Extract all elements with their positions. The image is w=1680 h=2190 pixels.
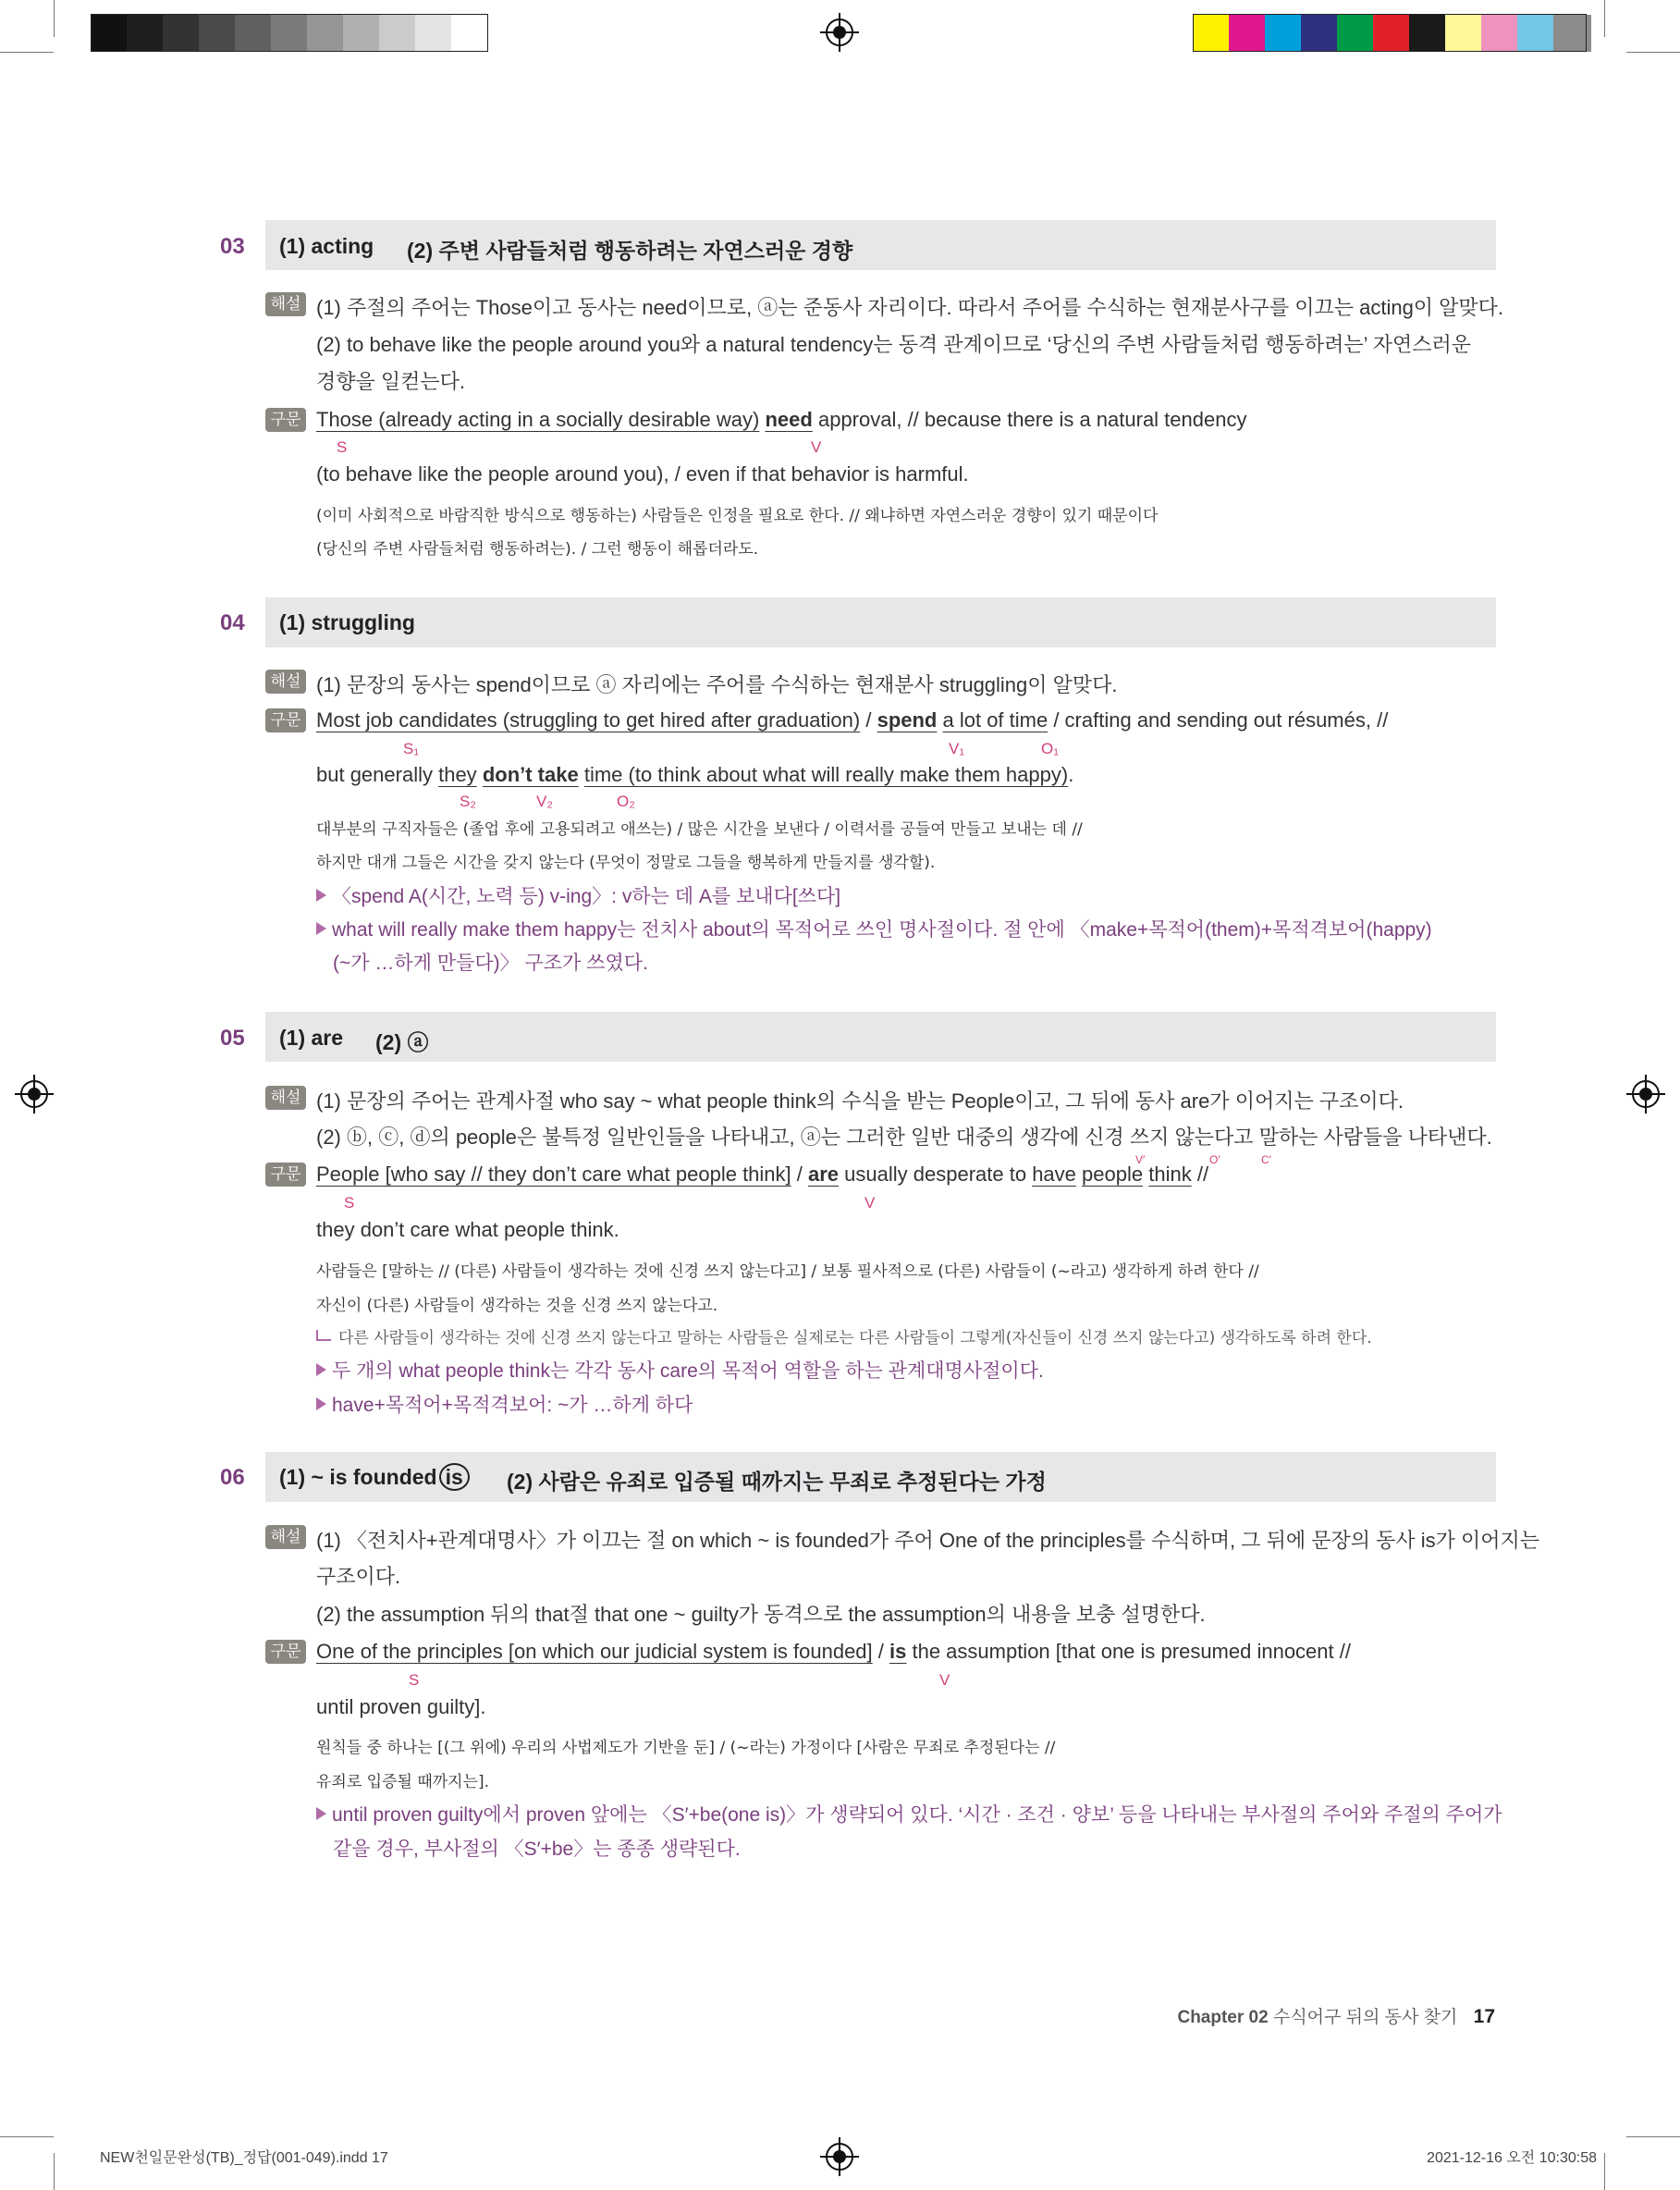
answer-1: (1) acting [279, 234, 374, 258]
subject-phrase: Most job candidates (struggling to get hired after graduation) [316, 708, 861, 732]
structure-line [316, 408, 1246, 432]
triangle-bullet-icon [316, 1397, 326, 1410]
structure-line: they don’t care what people think. [316, 1218, 619, 1241]
rest-text: / crafting and sending out résumés, // [1048, 708, 1389, 732]
verb-word: are [808, 1163, 840, 1186]
translation-line: 사람들은 [말하는 // (다른) 사람들이 생각하는 것에 신경 쓰지 않는다고] / 보통 필사적으로 (다른) 사람들이 (~라고) 생각하게 하려 한다 // [316, 1262, 1259, 1281]
crop-mark [54, 2153, 55, 2190]
color-frame [1193, 14, 1587, 52]
answer-2: (2) ⓐ [375, 1030, 429, 1054]
answer-1 [279, 1463, 470, 1491]
label-subject: S [409, 1671, 420, 1689]
verb-word: spend [877, 708, 938, 732]
haeseol-badge: 해설 [265, 670, 306, 694]
object-phrase: time (to think about what will really make them happy) [583, 763, 1069, 786]
grayscale-frame [91, 14, 488, 52]
page-number: 17 [1473, 2006, 1495, 2027]
answer-bar [265, 1012, 1496, 1062]
explanation-line: (1) 문장의 동사는 spend이므로 ⓐ 자리에는 주어를 수식하는 현재분사 struggling이 알맞다. [316, 673, 1118, 696]
label-v1: V₁ [949, 740, 965, 757]
note-text: what will really make them happy는 전치사 about의 목적어로 쓰인 명사절이다. 절 안에 〈make+목적어(them)+목적격보어(happy) [332, 919, 1432, 941]
translation-line: 원칙들 중 하나는 [(그 위에) 우리의 사법제도가 기반을 둔] / (~라는) 가정이다 [사람은 무죄로 추정된다는 // [316, 1739, 1056, 1757]
crop-mark [0, 2136, 54, 2137]
label-v2: V₂ [536, 793, 553, 810]
rest-text: approval, // because there is a natural tendency [817, 408, 1247, 431]
haeseol-badge: 해설 [265, 292, 306, 316]
gumun-badge: 구문 [265, 1640, 306, 1664]
curved-arrow-icon [316, 1330, 331, 1341]
slug-filename: NEW천일문완성(TB)_정답(001-049).indd 17 [100, 2150, 388, 2166]
circled-correction: is [439, 1463, 470, 1491]
triangle-bullet-icon [316, 889, 326, 902]
label-c-prime: C′ [1261, 1153, 1271, 1166]
note-continuation: 같을 경우, 부사절의 〈S′+be〉는 종종 생략된다. [333, 1839, 741, 1860]
gumun-badge: 구문 [265, 1163, 306, 1187]
translation-line: 대부분의 구직자들은 (졸업 후에 고용되려고 애쓰는) / 많은 시간을 보낸다 / 이력서를 공들여 만들고 보내는 데 // [316, 820, 1083, 839]
answer-1-text: (1) ~ is founded [279, 1465, 437, 1489]
note-text: 두 개의 what people think는 각각 동사 care의 목적어 역할을 하는 관계대명사절이다. [332, 1360, 1044, 1382]
verb-word: need [765, 408, 813, 431]
label-verb: V [865, 1194, 876, 1212]
explanation-line: 경향을 일컫는다. [316, 370, 465, 393]
end-text: // [1191, 1163, 1209, 1186]
slug-date: 2021-12-16 오전 10:30:58 [1427, 2150, 1597, 2166]
note-text: have+목적어+목적격보어: ~가 …하게 하다 [332, 1395, 693, 1416]
structure-line [316, 1163, 1208, 1187]
note-text: until proven guilty에서 proven 앞에는 〈S′+be(one is)〉가 생략되어 있다. ‘시간 · 조건 · 양보’ 등을 나타내는 부사절의 주어와 주절의 주어가 [332, 1804, 1502, 1826]
separator: / [872, 1640, 889, 1663]
label-s2: S₂ [460, 793, 476, 810]
label-o1: O₁ [1041, 740, 1059, 757]
label-verb: V [811, 438, 822, 456]
registration-mark-icon [826, 18, 853, 46]
note-line [316, 1800, 1502, 1827]
crop-mark [1626, 52, 1680, 53]
note-line [316, 1390, 693, 1418]
gumun-badge: 구문 [265, 708, 306, 732]
explanation-line: (2) the assumption 뒤의 that절 that one ~ guilty가 동격으로 the assumption의 내용을 보충 설명한다. [316, 1603, 1206, 1626]
object-phrase: a lot of time [942, 708, 1048, 732]
haeseol-badge: 해설 [265, 1086, 306, 1110]
separator: / [791, 1163, 808, 1186]
running-footer [1177, 2003, 1495, 2028]
translation-line: 유죄로 입증될 때까지는]. [316, 1773, 490, 1791]
paraphrase-text: 다른 사람들이 생각하는 것에 신경 쓰지 않는다고 말하는 사람들은 실제로는 다른 사람들이 그렇게(자신들이 신경 쓰지 않는다고) 생각하도록 하려 한다. [338, 1329, 1372, 1347]
gumun-badge: 구문 [265, 408, 306, 432]
registration-mark-icon [826, 2143, 853, 2171]
crop-mark [1626, 2136, 1680, 2137]
chapter-title: 수식어구 뒤의 동사 찾기 [1272, 2008, 1458, 2027]
note-text: 〈spend A(시간, 노력 등) v-ing〉: v하는 데 A를 보내다[쓰다] [332, 886, 841, 907]
registration-mark-icon [1632, 1080, 1660, 1108]
label-s1: S₁ [403, 740, 420, 757]
label-o-prime: O′ [1209, 1153, 1220, 1166]
answer-2: (2) 사람은 유죄로 입증될 때까지는 무죄로 추정된다는 가정 [507, 1470, 1047, 1494]
triangle-bullet-icon [316, 1363, 326, 1376]
note-line [316, 881, 840, 909]
label-subject: S [344, 1194, 355, 1212]
crop-mark [1604, 2153, 1605, 2190]
chapter-label: Chapter 02 [1177, 2008, 1269, 2027]
have-word: have [1032, 1163, 1076, 1186]
question-number: 06 [220, 1465, 245, 1490]
verb-word: is [889, 1640, 907, 1663]
subject-phrase: One of the principles [on which our judicial system is founded] [316, 1640, 873, 1663]
haeseol-badge: 해설 [265, 1525, 306, 1549]
separator: / [860, 708, 877, 732]
note-line [316, 915, 1432, 942]
explanation-line: (2) ⓑ, ⓒ, ⓓ의 people은 불특정 일반인들을 나타내고, ⓐ는 그러한 일반 대중의 생각에 신경 쓰지 않는다고 말하는 사람들을 나타낸다. [316, 1126, 1492, 1149]
structure-line [316, 763, 1073, 787]
explanation-line: 구조이다. [316, 1565, 401, 1588]
pre-text: but generally [316, 763, 439, 786]
translation-line: (이미 사회적으로 바람직한 방식으로 행동하는) 사람들은 인정을 필요로 한다. // 왜냐하면 자연스러운 경향이 있기 때문이다 [316, 507, 1159, 525]
question-number: 03 [220, 234, 245, 259]
question-number: 04 [220, 610, 245, 635]
subject-phrase: Those (already acting in a socially desirable way) [316, 408, 760, 431]
rest-text: the assumption [that one is presumed innocent // [906, 1640, 1351, 1663]
explanation-line: (1) 문장의 주어는 관계사절 who say ~ what people think의 수식을 받는 People이고, 그 뒤에 동사 are가 이어지는 구조이다. [316, 1089, 1404, 1113]
answer-2: (2) 주변 사람들처럼 행동하려는 자연스러운 경향 [407, 239, 853, 263]
paraphrase-line [316, 1324, 1372, 1347]
explanation-line: (2) to behave like the people around you와 a natural tendency는 동격 관계이므로 ‘당신의 주변 사람들처럼 행동하려는’ 자연스러운 [316, 333, 1472, 356]
structure-line [316, 1640, 1351, 1664]
note-line [316, 1356, 1044, 1384]
explanation-line: (1) 〈전치사+관계대명사〉가 이끄는 절 on which ~ is founded가 주어 One of the principles를 수식하며, 그 뒤에 문장의 동사 is가 이어지는 [316, 1529, 1539, 1552]
translation-line: 하지만 대개 그들은 시간을 갖지 않는다 (무엇이 정말로 그들을 행복하게 만들지를 생각할). [316, 854, 936, 872]
crop-mark [1604, 0, 1605, 37]
think-word: think [1148, 1163, 1192, 1186]
subject-phrase: People [who say // they don’t care what people think] [316, 1163, 791, 1186]
crop-mark [0, 52, 54, 53]
label-o2: O₂ [617, 793, 635, 810]
people-word: people [1082, 1163, 1144, 1186]
mid-text: usually desperate to [839, 1163, 1033, 1186]
answer-1: (1) are [279, 1026, 344, 1050]
translation-line: 자신이 (다른) 사람들이 생각하는 것을 신경 쓰지 않는다고. [316, 1297, 718, 1315]
verb-phrase: don’t take [482, 763, 579, 786]
crop-mark [54, 0, 55, 37]
triangle-bullet-icon [316, 1807, 326, 1820]
question-number: 05 [220, 1026, 245, 1051]
structure-line: until proven guilty]. [316, 1695, 486, 1718]
structure-line [316, 708, 1388, 732]
structure-line: (to behave like the people around you), / even if that behavior is harmful. [316, 462, 969, 486]
registration-mark-icon [20, 1080, 48, 1108]
end-punct: . [1068, 763, 1074, 786]
translation-line: (당신의 주변 사람들처럼 행동하려는). / 그런 행동이 해롭더라도. [316, 540, 759, 559]
answer-bar [265, 597, 1496, 647]
triangle-bullet-icon [316, 922, 326, 935]
label-subject: S [337, 438, 348, 456]
subject-word: they [438, 763, 477, 786]
label-verb: V [939, 1671, 950, 1689]
label-v-prime: V′ [1135, 1153, 1146, 1166]
note-continuation: (~가 …하게 만들다)〉 구조가 쓰였다. [333, 953, 648, 974]
answer-1: (1) struggling [279, 610, 415, 634]
explanation-line: (1) 주절의 주어는 Those이고 동사는 need이므로, ⓐ는 준동사 자리이다. 따라서 주어를 수식하는 현재분사구를 이끄는 acting이 알맞다. [316, 296, 1504, 319]
